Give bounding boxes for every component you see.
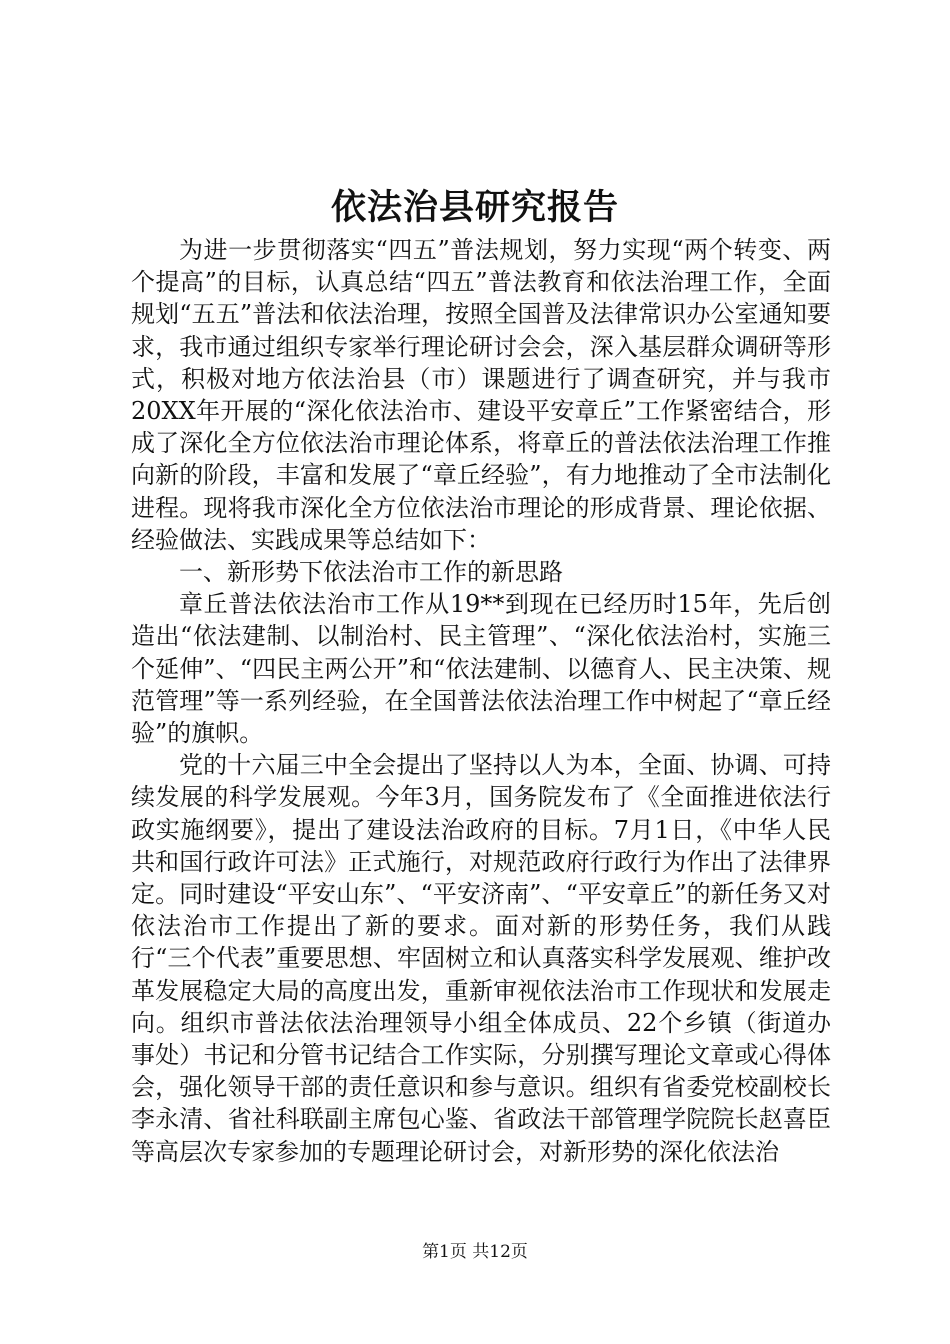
- paragraph-context: 党的十六届三中全会提出了坚持以人为本，全面、协调、可持续发展的科学发展观。今年3月，国务院发布了《全面推进依法行政实施纲要》，提出了建设法治政府的目标。7月1日，《中华人民共和国行政许可法》正式施行，对规范政府行政行为作出了法律界定。同时建设“平安山东”、“平安济南”、“平安章丘”的新任务又对依法治市工作提出了新的要求。面对新的形势任务，我们从践行“三个代表”重要思想、牢固树立和认真落实科学发展观、维护改革发展稳定大局的高度出发，重新审视依法治市工作现状和发展走向。组织市普法依法治理领导小组全体成员、22个乡镇（街道办事处）书记和分管书记结合工作实际，分别撰写理论文章或心得体会，强化领导干部的责任意识和参与意识。组织有省委党校副校长李永清、省社科联副主席包心鉴、省政法干部管理学院院长赵喜臣等高层次专家参加的专题理论研讨会，对新形势的深化依法治: [131, 751, 831, 1166]
- section-heading-1: 一、新形势下依法治市工作的新思路: [179, 558, 563, 587]
- paragraph-history: 章丘普法依法治市工作从19**到现在已经历时15年，先后创造出“依法建制、以制治村、民主管理”、“深化依法治村，实施三个延伸”、“四民主两公开”和“依法建制、以德育人、民主决策、规范管理”等一系列经验，在全国普法依法治理工作中树起了“章丘经验”的旗帜。: [131, 590, 831, 748]
- paragraph-intro: 为进一步贯彻落实“四五”普法规划，努力实现“两个转变、两个提高”的目标，认真总结“四五”普法教育和依法治理工作，全面规划“五五”普法和依法治理，按照全国普及法律常识办公室通知要求，我市通过组织专家举行理论研讨会会，深入基层群众调研等形式，积极对地方依法治县（市）课题进行了调查研究，并与我市20XX年开展的“深化依法治市、建设平安章丘”工作紧密结合，形成了深化全方位依法治市理论体系，将章丘的普法依法治理工作推向新的阶段，丰富和发展了“章丘经验”，有力地推动了全市法制化进程。现将我市深化全方位依法治市理论的形成背景、理论依据、经验做法、实践成果等总结如下：: [131, 236, 831, 554]
- page-number-footer: 第1页 共12页: [422, 1242, 528, 1262]
- document-body: [131, 234, 831, 1168]
- document-title: 依法治县研究报告: [330, 187, 619, 228]
